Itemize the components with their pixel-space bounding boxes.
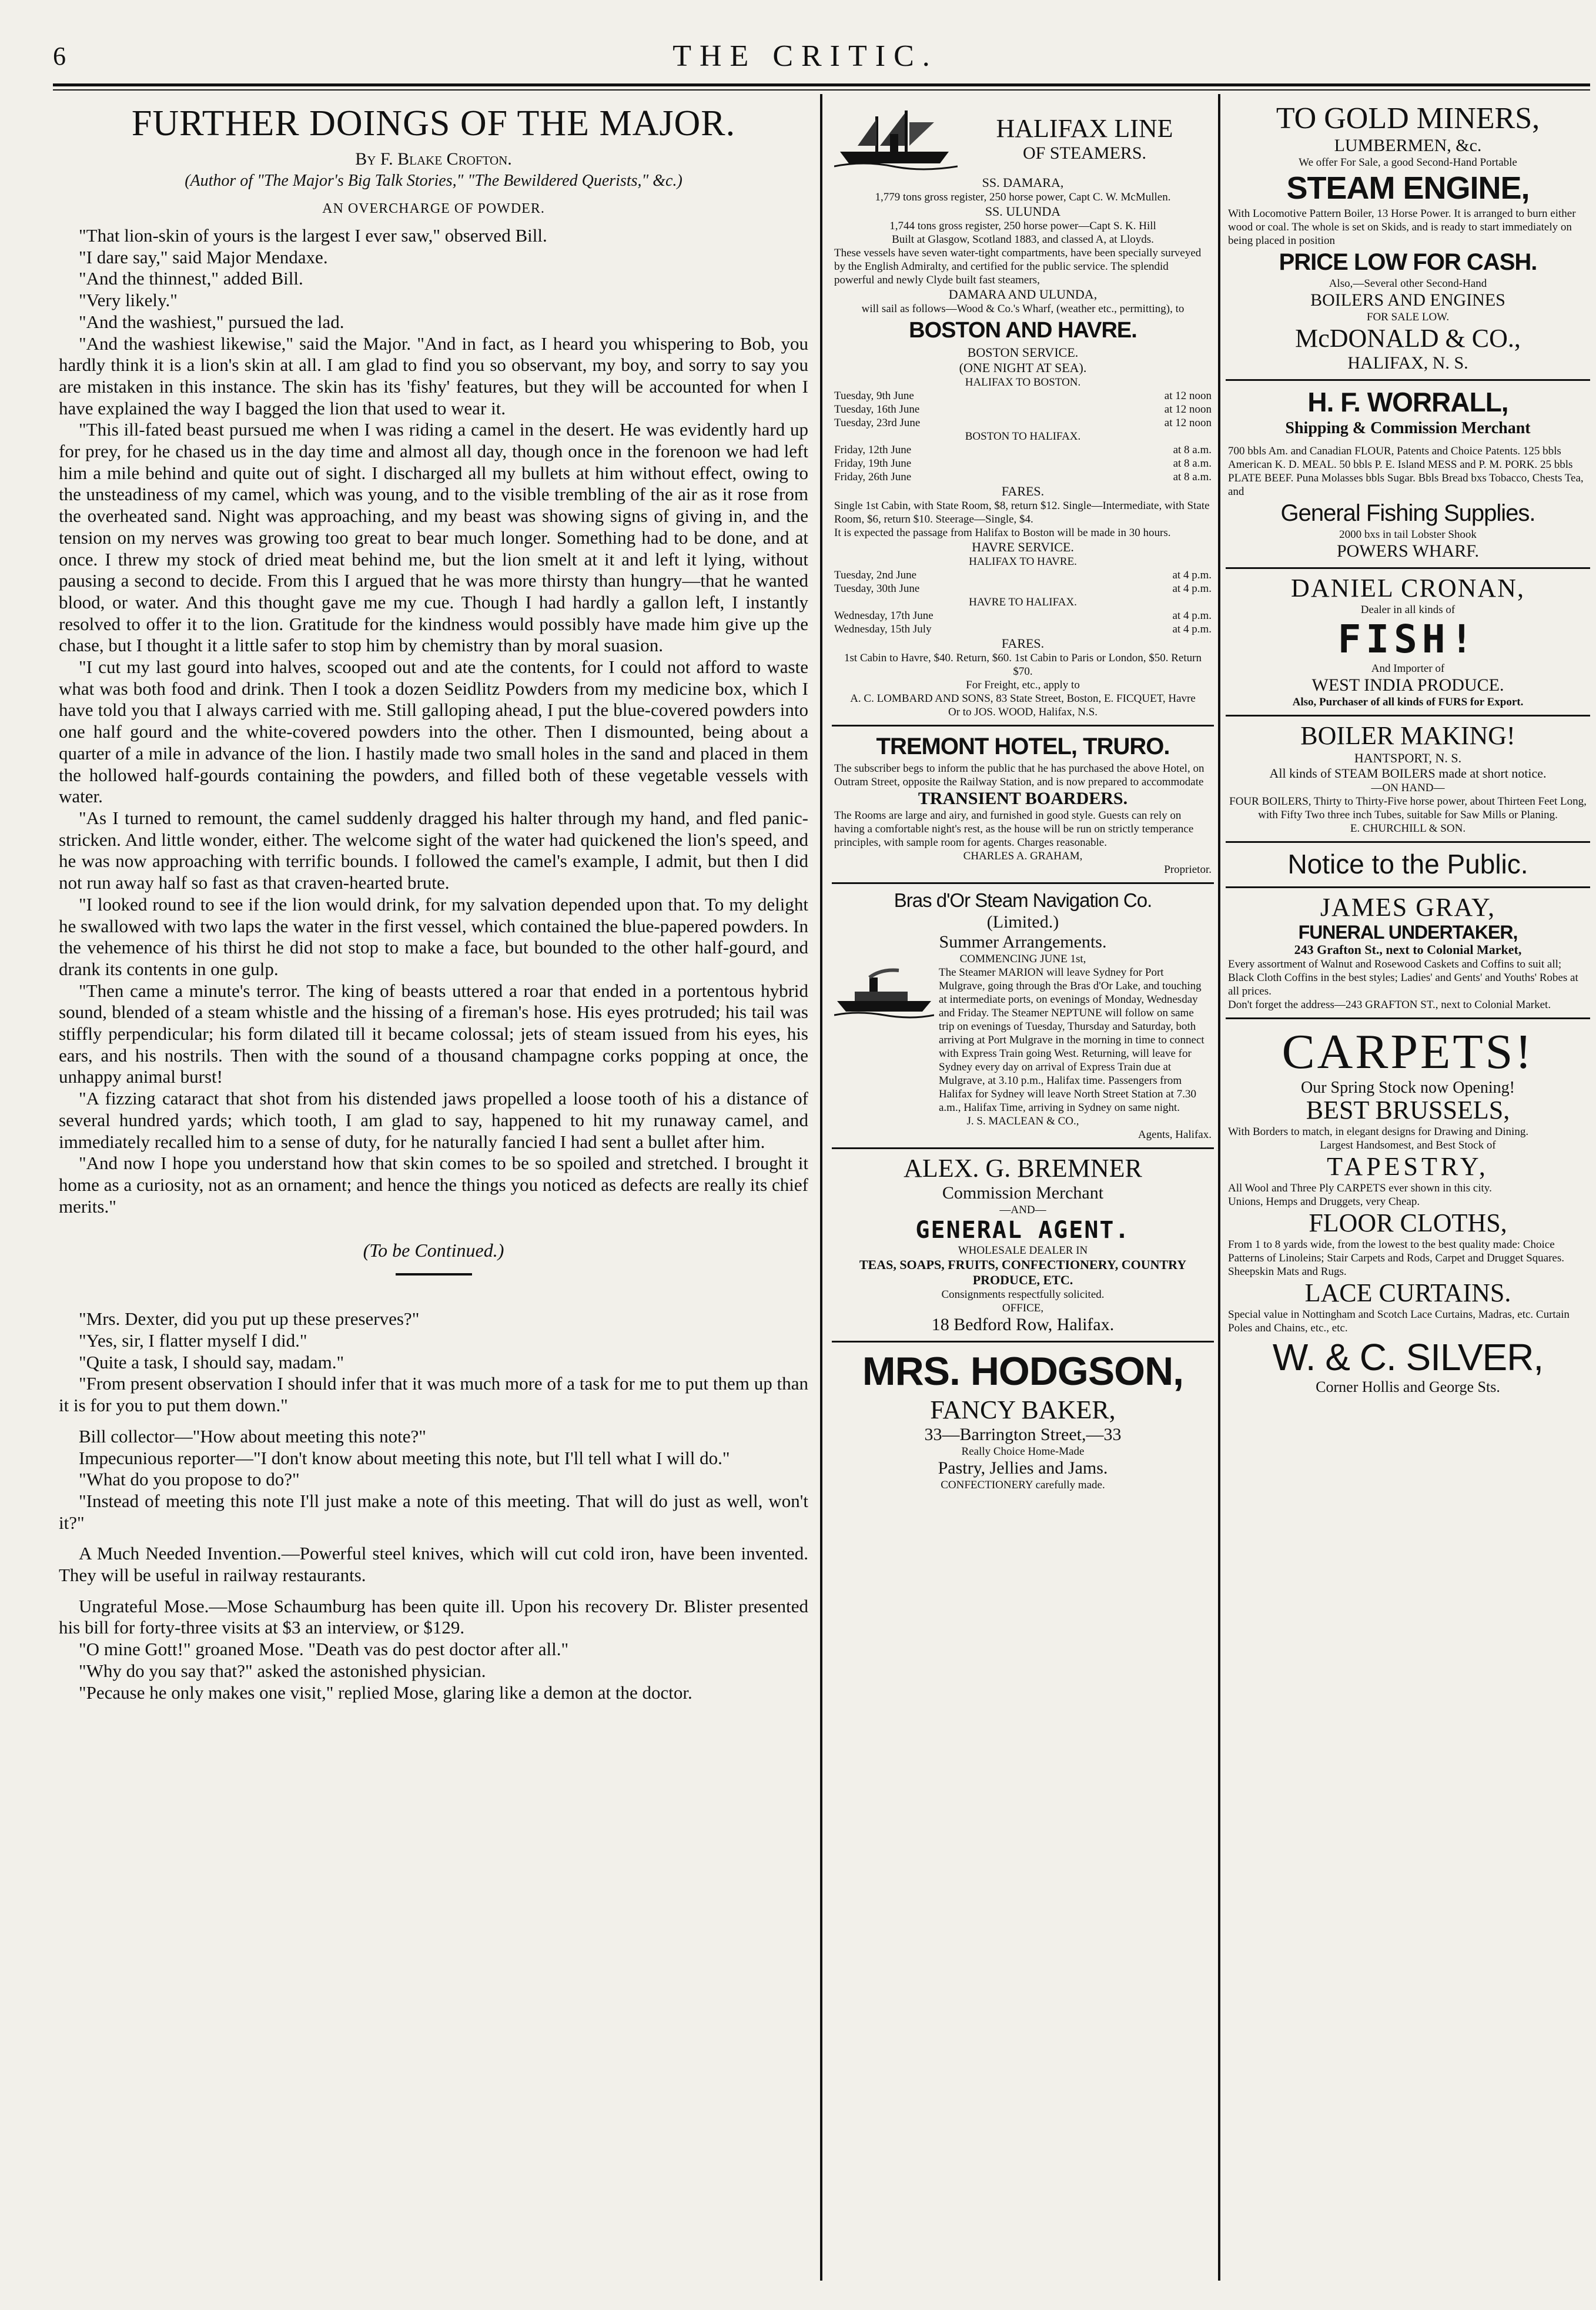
hodgson-line2: 33—Barrington Street,—33 [924,1425,1122,1444]
tremont-signature: CHARLES A. GRAHAM, [963,850,1083,862]
transient-boarders: TRANSIENT BOARDERS. [918,789,1128,808]
tremont-title: TREMONT HOTEL, TRURO. [876,734,1170,759]
fares-text: 1st Cabin to Havre, $40. Return, $60. 1st Cabin to Paris or London, $50. Return $70. [844,652,1202,678]
ship-name: SS. ULUNDA [985,204,1061,219]
schedule-row: Friday, 26th June at 8 a.m. [834,471,1212,483]
schedule-row: Tuesday, 23rd June at 12 noon [834,417,1212,429]
bras-dor-title: Bras d'Or Steam Navigation Co. [894,889,1152,911]
joke-line: "What do you propose to do?" [79,1469,300,1490]
paragraph: "Then came a minute's terror. The king of beasts uttered a roar that ended in a portentous hybrid sound, blended of a steam whistle and the hissing of a fireman's hose. His eyes protruded; his tail was stiffly perpendicular; his form dilated till it became colossal; jets of steam issued from his eyes, his ears, and his nostrils. Then with the sound of a thousand champagne corks popping at once, the unhappy animal burst! [59,980,808,1087]
schedule-row: Friday, 12th June at 8 a.m. [834,444,1212,456]
schedule-table [834,568,1212,595]
hodgson-line1: FANCY BAKER, [930,1395,1116,1424]
joke-line: "Mrs. Dexter, did you put up these preserves?" [79,1308,420,1330]
fish-headline: FISH! [1337,617,1478,662]
fishing-supplies: General Fishing Supplies. [1280,500,1535,526]
column-rule-2 [1218,94,1220,2281]
wool-text: All Wool and Three Ply CARPETS ever shown in this city. [1228,1182,1492,1194]
dealer-text: Dealer in all kinds of [1360,604,1456,616]
schedule-row: Tuesday, 9th June at 12 noon [834,390,1212,402]
masthead [53,36,1558,78]
forget-text: Don't forget the address—243 GRAFTON ST., next to Colonial Market. [1228,999,1551,1011]
flour-list: 700 bbls Am. and Canadian FLOUR, Patents and Choice Patents. 125 bbls American K. D. MEAL. 50 bbls P. E. Island MESS and P. M. PORK. 25 bbls PLATE BEEF. Puna Molasses bbls Sugar. Bbls Bread bxs Tobacco, Chests Tea, and [1228,445,1584,498]
joke-line: "Instead of meeting this note I'll just make a note of this meeting. That will do just as well, won't it?" [59,1490,808,1533]
steam-boilers-text: All kinds of STEAM BOILERS made at short notice. [1269,766,1547,781]
powers-wharf: POWERS WHARF. [1336,541,1480,561]
paragraph: "That lion-skin of yours is the largest I ever saw," observed Bill. [79,225,547,246]
importer-text: And Importer of [1371,662,1445,675]
bras-dor-limited: (Limited.) [986,912,1059,932]
ads-column-right [1226,97,1590,2284]
gray-name: JAMES GRAY, [1320,893,1496,922]
route-header: BOSTON TO HALIFAX. [965,430,1081,443]
best-brussels: BEST BRUSSELS, [1306,1096,1510,1124]
funeral-undertaker: FUNERAL UNDERTAKER, [1298,922,1518,943]
bremner-name: ALEX. G. BREMNER [904,1154,1142,1183]
bremner-office: OFFICE, [1002,1302,1044,1314]
grafton-address: 243 Grafton St., next to Colonial Market, [1294,942,1522,957]
halifax-line-title: HALIFAX LINE [996,113,1173,143]
worrall-name: H. F. WORRALL, [1307,387,1508,417]
steamship-icon [834,102,958,175]
bremner-line4: TEAS, SOAPS, FRUITS, CONFECTIONERY, COUNTRY PRODUCE, ETC. [859,1257,1187,1287]
price-low: PRICE LOW FOR CASH. [1279,249,1537,275]
destination: BOSTON AND HAVRE. [909,318,1137,343]
ads-column-middle [832,97,1214,2284]
joke-line: A Much Needed Invention.—Powerful steel knives, which will cut cold iron, have been invented. They will be useful in railway restaurants. [59,1543,808,1586]
article-title: FURTHER DOINGS OF THE MAJOR. [131,103,736,143]
silver-carpets-ad [1226,1019,1590,1401]
hodgson-line3: Really Choice Home-Made [961,1445,1085,1458]
bremner-line3: WHOLESALE DEALER IN [958,1244,1088,1257]
ship-name: SS. DAMARA, [982,175,1064,190]
largest-text: Largest Handsomest, and Best Stock of [1320,1139,1496,1151]
also-text: Also,—Several other Second-Hand [1329,277,1487,290]
offer-text: We offer For Sale, a good Second-Hand Portable [1299,156,1517,169]
gold-miners-ad [1226,97,1590,381]
floor-cloths: FLOOR CLOTHS, [1309,1208,1507,1237]
schedule-table [834,389,1212,430]
tapestry: TAPESTRY, [1327,1152,1489,1181]
paragraph: "And the washiest," pursued the lad. [79,311,344,332]
bremner-and: —AND— [999,1204,1046,1216]
worrall-ad [1226,381,1590,569]
bras-dor-signature-title: Agents, Halifax. [1137,1129,1212,1141]
schedule-row: Friday, 19th June at 8 a.m. [834,457,1212,470]
masthead-rule [53,83,1590,86]
paragraph: "And now I hope you understand how that skin comes to be so spoiled and stretched. I brought it home as a curiosity, not as an ornament; and hence the things you noticed as defects are really its chief merits." [59,1153,808,1217]
route-header: HAVRE TO HALIFAX. [969,596,1077,608]
bremner-address: 18 Bedford Row, Halifax. [931,1315,1115,1334]
paragraph: "A fizzing cataract that shot from his distended jaws propelled a loose tooth of his a distance of several hundred yards; which tooth, I am glad to say, happened to hit my runaway camel, and immediately recalled him to a sense of duty, for he naturally fancied I had sent a bullet after him. [59,1088,808,1152]
caskets-text: Every assortment of Walnut and Rosewood Caskets and Coffins to suit all; Black Cloth Coffins in the best styles; Ladies' and Gents' and Youths' Robes at all prices. [1228,958,1578,997]
masthead-rule-thin [53,89,1590,91]
halifax-line-subtitle: OF STEAMERS. [1022,143,1147,163]
boiler-making-title: BOILER MAKING! [1300,721,1515,750]
churchill: E. CHURCHILL & SON. [1350,822,1466,835]
or-to-text: Or to JOS. WOOD, Halifax, N.S. [948,706,1098,718]
schedule-table [834,609,1212,636]
joke-line: "Yes, sir, I flatter myself I did." [79,1330,307,1351]
lace-desc: Special value in Nottingham and Scotch Lace Curtains, Madras, etc. Curtain Poles and Chains, etc., etc. [1228,1308,1570,1334]
bras-dor-text: The Steamer MARION will leave Sydney for Port Mulgrave, going through the Bras d'Or Lake, and touching at intermediate ports, on evenings of Monday, Wednesday and Friday. The Steamer NEPTUNE will follow on same trip on evenings of Tuesday, Thursday and Saturday, both arriving at Port Mulgrave in the morning in time to connect with Express Train going West. Returning, will leave for Sydney every day on arrival of Express Train due at Mulgrave, at 3.10 p.m., Halifax time. Passengers from Halifax for Sydney will leave North Street Station at 7.30 a.m., Halifax Time, arriving in Sydney on same night. [939,966,1204,1114]
bremner-ad [832,1149,1214,1343]
boilers-engines: BOILERS AND ENGINES [1310,290,1505,310]
tremont-text: The subscriber begs to inform the public that he has purchased the above Hotel, on Outram Street, opposite the Railway Station, and is now prepared to accommodate [834,762,1204,788]
gold-title: TO GOLD MINERS, [1276,102,1540,135]
joke-line: Ungrateful Mose.—Mose Schaumburg has been quite ill. Upon his recovery Dr. Blister presented his bill for forty-three visits at $3 an interview, or $129. [59,1595,808,1638]
steamer-icon [834,966,934,1022]
havre-service: HAVRE SERVICE. [972,540,1074,554]
silver-name: W. & C. SILVER, [1272,1336,1544,1378]
joke-line: Bill collector—"How about meeting this note?" [79,1425,426,1447]
ship-names: DAMARA AND ULUNDA, [948,287,1098,302]
hodgson-name: MRS. HODGSON, [862,1349,1184,1394]
lumbermen: LUMBERMEN, &c. [1334,136,1482,155]
to-be-continued: (To be Continued.) [363,1240,504,1261]
agents-text: A. C. LOMBARD AND SONS, 83 State Street, Boston, E. FICQUET, Havre [850,692,1196,705]
joke-line: "Why do you say that?" asked the astonished physician. [79,1660,486,1681]
paragraph: "As I turned to remount, the camel suddenly dragged his halter through my hand, and fled panic-stricken. And little wonder, either. The welcome sight of the water had quickened the lion's speed, and he was now approaching with terrific bounds. I followed the camel's example, I admit, but then I did not run away half so fast as that craven-hearted brute. [59,807,808,893]
james-gray-ad [1226,888,1590,1019]
on-hand: —ON HAND— [1371,782,1445,794]
furs-text: Also, Purchaser of all kinds of FURS for Export. [1292,696,1524,708]
notice-public-ad [1226,843,1590,888]
column-rule-1 [820,94,822,2281]
hodgson-line4: Pastry, Jellies and Jams. [938,1458,1108,1478]
joke-line: Impecunious reporter—"I don't know about meeting this note, but I'll tell what I will do." [79,1447,730,1468]
fares-header: FARES. [1001,484,1045,498]
paragraph: "I looked round to see if the lion would drink, for my salvation depended upon that. To my delight he swallowed with two laps the water in the first vessel, which contained the blue-papered powders. In the vehemence of his thirst he did not stop to make a face, but bounded to the other half-gourd, and drank its contents in one gulp. [59,893,808,979]
schedule-row: Tuesday, 2nd June at 4 p.m. [834,569,1212,581]
joke-line: "From present observation I should infer that it was much more of a task for me to put them up than it is for you to put them down." [59,1373,808,1416]
schedule-row: Wednesday, 17th June at 4 p.m. [834,610,1212,622]
article-subhead: AN OVERCHARGE OF POWDER. [322,201,545,216]
four-boilers: FOUR BOILERS, Thirty to Thirty-Five horse power, about Thirteen Feet Long, with Fifty Two three inch Tubes, suitable for Saw Mills or Planing. [1229,795,1587,821]
paragraph: "I dare say," said Major Mendaxe. [79,246,328,267]
ship-desc: 1,779 tons gross register, 250 horse power, Capt C. W. McMullen. [875,191,1171,203]
divider-flourish [396,1273,472,1275]
floor-desc: From 1 to 8 yards wide, from the lowest to the best quality made: Choice Patterns of Linoleins; Stair Carpets and Rods, Carpet and Drugget Squares. Sheepskin Mats and Rugs. [1228,1238,1565,1278]
route-header: HALIFAX TO BOSTON. [965,376,1081,389]
lace-curtains: LACE CURTAINS. [1304,1278,1511,1307]
joke-line: "O mine Gott!" groaned Mose. "Death vas do pest doctor after all." [79,1639,569,1660]
article-column [59,97,808,2272]
sail-info: will sail as follows—Wood & Co.'s Wharf, (weather etc., permitting), to [861,303,1185,315]
schedule-row: Tuesday, 30th June at 4 p.m. [834,582,1212,595]
bras-dor-ad [832,884,1214,1149]
steam-desc: With Locomotive Pattern Boiler, 13 Horse Power. It is arranged to burn either wood or coal. The whole is set on Skids, and is ready to start immediately on being placed in position [1228,207,1576,247]
cronan-name: DANIEL CRONAN, [1291,574,1525,602]
west-india: WEST INDIA PRODUCE. [1311,675,1504,695]
borders-text: With Borders to match, in elegant designs for Drawing and Dining. [1228,1126,1529,1138]
spring-stock: Our Spring Stock now Opening! [1301,1079,1515,1097]
route-header: HALIFAX TO HAVRE. [969,555,1077,568]
unions-text: Unions, Hemps and Druggets, very Cheap. [1228,1196,1420,1208]
article-body [59,225,808,1217]
joke-line: "Pecause he only makes one visit," replied Mose, glaring like a demon at the doctor. [79,1682,692,1703]
ship-desc: 1,744 tons gross register, 250 horse power—Capt S. K. Hill [889,220,1156,232]
tremont-signature-title: Proprietor. [1164,863,1212,876]
halifax-line-ad [832,97,1214,727]
freight-text: For Freight, etc., apply to [966,679,1080,691]
paragraph: "And the washiest likewise," said the Major. "And in fact, as I heard you whispering to Bob, you hardly think it is a lion's skin at all. I am glad to find you so observant, my boy, and sorry to say you are mistaken in this instance. The skin has its 'fishy' features, but they will be accounted for when I have explained the way I bagged the lion that used to wear it. [59,333,808,419]
shipping-merchant: Shipping & Commission Merchant [1285,419,1531,437]
bras-dor-summer: Summer Arrangements. [939,932,1107,952]
tremont-hotel-ad [832,727,1214,884]
vessel-desc: These vessels have seven water-tight compartments, have been specially surveyed by the English Admiralty, and certified for the public service. The splendid powerful and newly Clyde built fast steamers, [834,247,1202,286]
hantsport: HANTSPORT, N. S. [1354,751,1462,765]
paper-name: THE CRITIC. [672,39,938,73]
mcdonald: McDONALD & CO., [1295,324,1521,353]
joke-line: "Quite a task, I should say, madam." [79,1351,344,1372]
schedule-row: Wednesday, 15th July at 4 p.m. [834,623,1212,635]
hodgson-ad [832,1343,1214,1498]
boiler-making-ad [1226,717,1590,843]
bremner-line5: Consignments respectfully solicited. [941,1288,1105,1301]
paragraph: "And the thinnest," added Bill. [79,268,303,289]
lobster-shook: 2000 bxs in tail Lobster Shook [1339,528,1477,541]
one-night: (ONE NIGHT AT SEA). [959,360,1087,375]
bras-dor-commencing: COMMENCING JUNE 1st, [959,953,1086,965]
article-byline: By F. Blake Crofton. [355,149,512,169]
schedule-row: Tuesday, 16th June at 12 noon [834,403,1212,416]
notice-headline: Notice to the Public. [1287,849,1528,879]
paragraph: "I cut my last gourd into halves, scooped out and ate the contents, for I could not afford to waste what was both food and drink. Then I took a dozen Seidlitz Powders from my medicine box, which I have told you that I always carried with me. Still galloping ahead, I put the blue-covered powders into one half gourd and the white-covered powders into the other. Then I dismounted, being about a quarter of a mile in advance of the lion. I hastily made two small holes in the sand and placed in them the hollowed half-gourds containing the powders, and filled both of these vegetable vessels with water. [59,657,808,807]
steam-engine: STEAM ENGINE, [1286,170,1530,206]
corner-address: Corner Hollis and George Sts. [1316,1378,1500,1395]
hodgson-line5: CONFECTIONERY carefully made. [941,1479,1105,1491]
fares-text: Single 1st Cabin, with State Room, $8, return $12. Single—Intermediate, with State Room, $6, return $10. Steerage—Single, $4. [834,500,1210,525]
paragraph: "Very likely." [79,290,178,311]
bremner-general-agent: GENERAL AGENT. [915,1217,1130,1244]
author-note: (Author of "The Major's Big Talk Stories," "The Bewildered Querists," &c.) [185,172,682,190]
paragraph: "This ill-fated beast pursued me when I was riding a camel in the desert. He was evidently hard up for prey, for he chased us in the day time and almost all day, though once in the forenoon we had left him a mile behind and quite out of sight. I discharged all my bullets at him without effect, owing to the unsteadiness of my camel, which was young, and to the visible trembling of the air as it rose from the overheated sand. Night was approaching, and my beast was showing signs of giving in, and the tension on my nerves was growing too great to bear much longer. Something had to be done, and at once. I threw my stock of dried meat behind me, but the lion smelt at it and left it lying, without pausing a second to decide. From this I argued that he was more thirsty than hungry—that he wanted blood, or water. And this thought gave me my cue. Though I had hardly a gallon left, I instantly resolved to offer it to the lion. Gratitude for the kindness would possibly have made him give up the chase, but I thought it a little safer to stop him by chemistry than by moral suasion. [59,419,808,656]
boston-service: BOSTON SERVICE. [967,345,1079,360]
jokes [59,1308,808,1703]
cronan-ad [1226,569,1590,717]
built-info: Built at Glasgow, Scotland 1883, and classed A, at Lloyds. [892,233,1154,246]
page-number: 6 [53,42,66,71]
tremont-text2: The Rooms are large and airy, and furnished in good style. Guests can rely on having a comfortable night's rest, as the house will be run on strictly temperance principles, with sample room for agents. Charges reasonable. [834,809,1194,849]
halifax-ns: HALIFAX, N. S. [1347,353,1468,373]
passage-text: It is expected the passage from Halifax to Boston will be made in 30 hours. [834,527,1171,539]
fares-header: FARES. [1001,636,1045,651]
bremner-line1: Commission Merchant [942,1183,1104,1203]
for-sale-low: FOR SALE LOW. [1366,311,1450,323]
bras-dor-signature: J. S. MACLEAN & CO., [966,1115,1079,1127]
schedule-table [834,443,1212,484]
carpets-headline: CARPETS! [1282,1025,1534,1079]
